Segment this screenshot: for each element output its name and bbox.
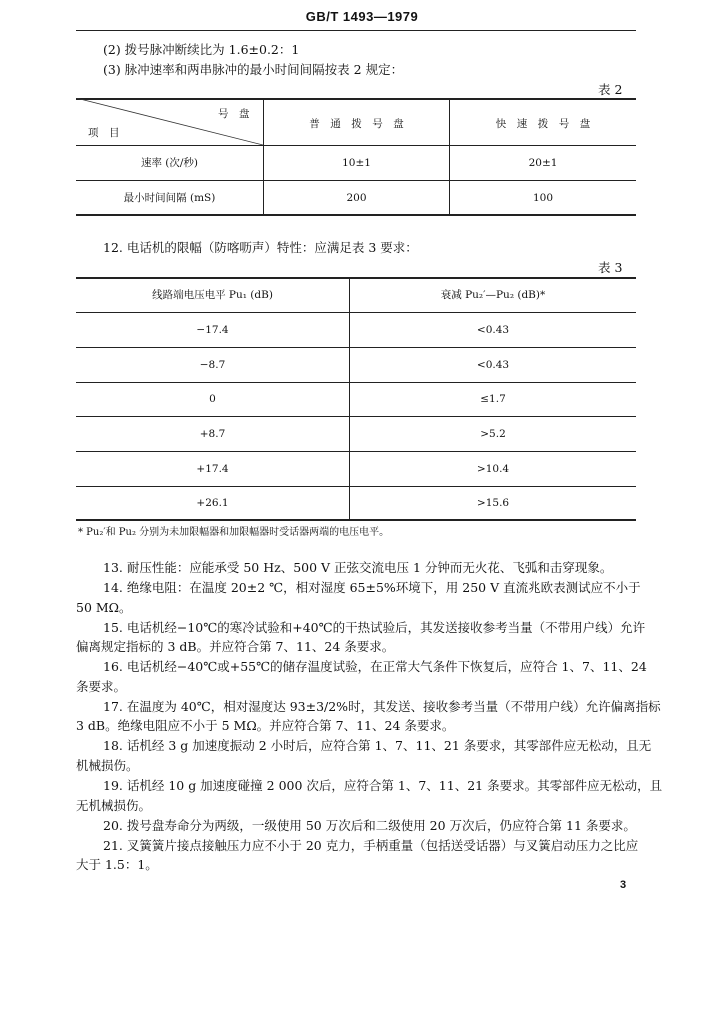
item-12: 12. 电话机的限幅（防喀呖声）特性：应满足表 3 要求： xyxy=(103,240,418,255)
table3-row5-b: >10.4 xyxy=(476,463,510,475)
table3-col1-header: 线路端电压电平 Pu₁ (dB) xyxy=(152,289,273,301)
intro-line-2: (3) 脉冲速率和两串脉冲的最小时间间隔按表 2 规定： xyxy=(103,62,404,77)
table3-row3-a: 0 xyxy=(209,393,216,405)
table3-row2-b: <0.43 xyxy=(476,359,510,371)
body-line: 16. 电话机经−40℃或+55℃的储存温度试验，在正常大气条件下恢复后，应符合 1、7、11、24 xyxy=(103,659,647,674)
table3-footnote: * Pu₂′和 Pu₂ 分别为未加限幅器和加限幅器时受话器两端的电压电平。 xyxy=(78,527,390,538)
header-rule xyxy=(76,30,636,31)
body-line: 17. 在温度为 40℃，相对湿度达 93±3/2%时，其发送、接收参考当量（不带用户线）允许偏离指标 xyxy=(103,699,661,714)
body-line: 50 MΩ。 xyxy=(76,600,132,615)
body-line: 偏离规定指标的 3 dB。并应符合第 7、11、24 条要求。 xyxy=(76,639,395,654)
table2-diag-top: 号 盘 xyxy=(218,108,250,120)
table3-row4-b: >5.2 xyxy=(480,428,506,440)
body-line: 无机械损伤。 xyxy=(76,798,152,813)
table3-row5-a: +17.4 xyxy=(196,463,229,475)
table3-row1-a: −17.4 xyxy=(196,324,229,336)
intro-line-1: (2) 拨号脉冲断续比为 1.6±0.2：1 xyxy=(103,42,300,57)
body-line: 14. 绝缘电阻：在温度 20±2 ℃，相对湿度 65±5%环境下，用 250 V 直流兆欧表测试应不小于 xyxy=(103,580,641,595)
document-header: GB/T 1493—1979 xyxy=(305,9,419,24)
table3-col2-header: 衰减 Pu₂′—Pu₂ (dB)* xyxy=(440,289,546,301)
table3-row2-a: −8.7 xyxy=(199,359,226,371)
table3-row4-a: +8.7 xyxy=(199,428,226,440)
table2-row2-label: 最小时间间隔 (mS) xyxy=(123,192,216,204)
table3-row3-b: ≤1.7 xyxy=(480,393,506,405)
body-line: 21. 叉簧簧片接点接触压力应不小于 20 克力，手柄重量（包括送受话器）与叉簧启动压力之比应 xyxy=(103,838,639,853)
table2-row1-v2: 20±1 xyxy=(528,157,558,169)
body-line: 条要求。 xyxy=(76,679,127,694)
table2-col1-header: 普 通 拨 号 盘 xyxy=(309,118,404,130)
body-line: 15. 电话机经−10℃的寒冷试验和+40℃的干热试验后，其发送接收参考当量（不带用户线）允许 xyxy=(103,620,646,635)
page-number: 3 xyxy=(620,879,627,891)
table3-caption: 表 3 xyxy=(598,260,623,275)
body-line: 3 dB。绝缘电阻应不小于 5 MΩ。并应符合第 7、11、24 条要求。 xyxy=(76,718,455,733)
table2-caption: 表 2 xyxy=(598,82,623,97)
table3-row1-b: <0.43 xyxy=(476,324,510,336)
table2-row2-v1: 200 xyxy=(346,192,367,204)
table2-row1-v1: 10±1 xyxy=(342,157,371,169)
body-line: 13. 耐压性能：应能承受 50 Hz、500 V 正弦交流电压 1 分钟而无火花、飞弧和击穿现象。 xyxy=(103,560,613,575)
table2-row2-v2: 100 xyxy=(532,192,554,204)
body-line: 18. 话机经 3 g 加速度振动 2 小时后，应符合第 1、7、11、21 条要求，其零部件应无松动，且无 xyxy=(103,738,652,753)
table2-col2-header: 快 速 拨 号 盘 xyxy=(495,118,591,130)
table3-row6-a: +26.1 xyxy=(196,497,229,509)
table2-row1-label: 速率 (次/秒) xyxy=(140,157,199,169)
body-line: 20. 拨号盘寿命分为两级，一级使用 50 万次后和二级使用 20 万次后，仍应符合第 11 条要求。 xyxy=(103,818,636,833)
table2-diag-bottom: 项 目 xyxy=(88,127,120,139)
body-line: 19. 话机经 10 g 加速度碰撞 2 000 次后，应符合第 1、7、11、21 条要求。其零部件应无松动，且 xyxy=(103,778,663,793)
body-line: 机械损伤。 xyxy=(76,758,139,773)
table3-row6-b: >15.6 xyxy=(476,497,510,509)
body-line: 大于 1.5：1。 xyxy=(76,857,158,872)
